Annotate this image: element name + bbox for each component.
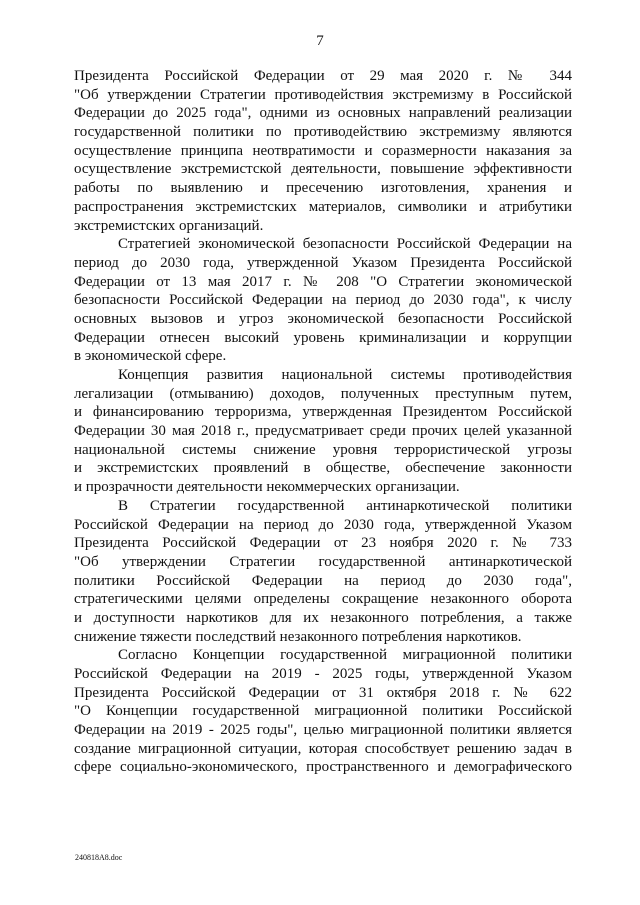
text-line: государственной политики по противодействию экстремизму являются — [74, 124, 572, 141]
text-line: "Об утверждении Стратегии противодействия экстремизму в Российской — [74, 86, 572, 103]
text-line: и экстремистских проявлений в обществе, обеспечение законности — [74, 460, 572, 477]
document-body — [74, 67, 572, 777]
page-number: 7 — [316, 33, 324, 49]
text-line: осуществление принципа неотвратимости и соразмерности наказания за — [74, 142, 572, 159]
text-line: безопасности Российской Федерации на период до 2030 года", к числу — [74, 292, 572, 309]
text-line: сфере социально-экономического, пространственного и демографического — [74, 759, 572, 776]
text-line: в экономической сфере. — [74, 348, 227, 365]
text-line: снижение тяжести последствий незаконного потребления наркотиков. — [74, 628, 522, 645]
text-line: основных вызовов и угроз экономической безопасности Российской — [74, 310, 572, 327]
text-line: Российской Федерации на период до 2030 года, утвержденной Указом — [74, 516, 572, 533]
paragraph — [74, 646, 572, 777]
text-line: Стратегией экономической безопасности Российской Федерации на — [118, 236, 572, 253]
paragraph — [74, 497, 572, 647]
text-line: создание миграционной ситуации, которая способствует решению задач в — [74, 740, 572, 757]
text-line: политики Российской Федерации на период до 2030 года", — [74, 572, 572, 589]
text-line: Федерации от 13 мая 2017 г. № 208 "О Стратегии экономической — [74, 273, 572, 290]
paragraph — [74, 235, 572, 366]
text-line: распространения экстремистских материалов, символики и атрибутики — [74, 198, 572, 215]
text-line: Российской Федерации на 2019 - 2025 годы, утвержденной Указом — [74, 666, 572, 682]
text-line: "Об утверждении Стратегии государственной антинаркотической — [74, 553, 572, 570]
text-line: и доступности наркотиков для их незаконного потребления, а также — [74, 609, 572, 626]
text-line: работы по выявлению и пресечению изготовления, хранения и — [74, 180, 572, 197]
text-line: легализации (отмыванию) доходов, полученных преступным путем, — [74, 385, 572, 402]
text-line: Президента Российской Федерации от 29 мая 2020 г. № 344 — [74, 68, 572, 84]
text-line: Федерации на 2019 - 2025 годы", целью миграционной политики является — [74, 722, 572, 739]
text-line: "О Концепции государственной миграционной политики Российской — [74, 703, 572, 720]
text-line: и прозрачности деятельности некоммерческих организации. — [74, 479, 460, 496]
text-line: и финансированию терроризма, утвержденная Президентом Российской — [74, 404, 572, 421]
footer-document-code: 240818A8.doc — [75, 853, 123, 862]
text-line: Федерации 30 мая 2018 г., предусматривает среди прочих целей указанной — [74, 423, 572, 440]
text-line: Президента Российской Федерации от 23 ноября 2020 г. № 733 — [74, 535, 572, 552]
text-line: Федерации отнесен высокий уровень криминализации и коррупции — [74, 329, 572, 346]
paragraph — [74, 366, 572, 497]
text-line: национальной системы снижение уровня террористической угрозы — [74, 441, 572, 458]
text-line: стратегическими целями определены сокращение незаконного оборота — [74, 591, 572, 608]
text-line: Согласно Концепции государственной миграционной политики — [118, 647, 572, 664]
text-line: осуществление экстремистской деятельности, повышение эффективности — [74, 161, 572, 178]
paragraph — [74, 67, 572, 235]
text-line: Президента Российской Федерации от 31 октября 2018 г. № 622 — [74, 684, 572, 701]
text-line: В Стратегии государственной антинаркотической политики — [118, 497, 572, 514]
text-line: экстремистских организаций. — [74, 217, 264, 234]
text-line: Концепция развития национальной системы противодействия — [118, 367, 572, 383]
text-line: период до 2030 года, утвержденной Указом Президента Российской — [74, 254, 572, 271]
text-line: Федерации до 2025 года", одними из основных направлений реализации — [74, 105, 572, 122]
